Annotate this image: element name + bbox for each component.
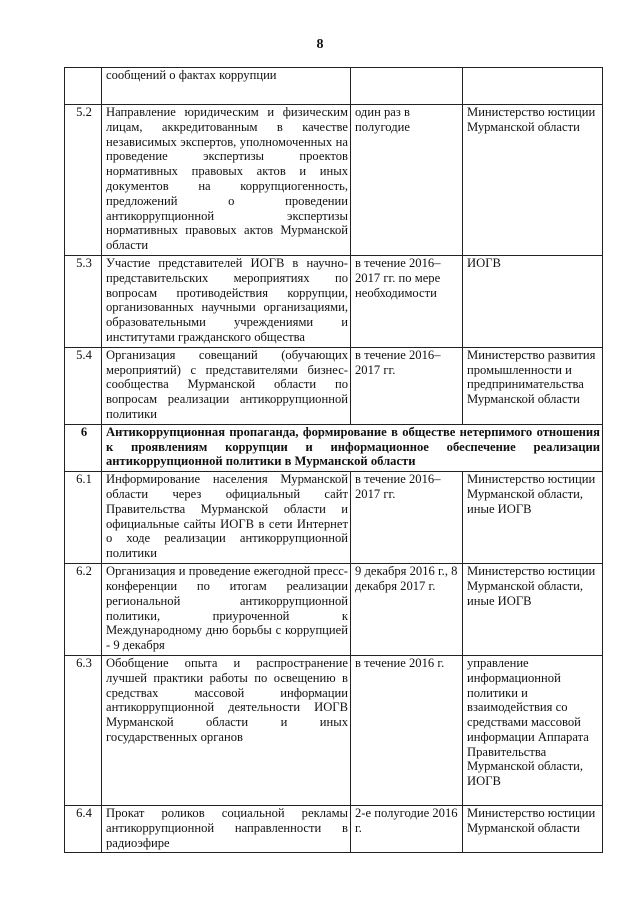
measure-term: 9 декабря 2016 г., 8 декабря 2017 г. xyxy=(351,564,463,656)
table-row xyxy=(65,347,603,424)
measure-description: Информирование населения Мурманской области через официальный сайт Правительства Мурманской области и официальные сайты ИОГВ в сети Интернет о ходе реализации антикоррупционной политики xyxy=(102,472,351,564)
section-title: Антикоррупционная пропаганда, формирование в обществе нетерпимого отношения к проявлениям коррупции и информационное обеспечение реализации антикоррупционной политики в Мурманской области xyxy=(102,424,603,471)
measure-executor: Министерство юстиции Мурманской области xyxy=(463,105,603,256)
table-row xyxy=(65,105,603,256)
measure-description: Прокат роликов социальной рекламы антикоррупционной направленности в радиоэфире xyxy=(102,805,351,852)
measure-term xyxy=(351,68,463,105)
table-row xyxy=(65,255,603,347)
measure-description: сообщений о фактах коррупции xyxy=(102,68,351,105)
measure-executor: управление информационной политики и взаимодействия со средствами массовой информации Аппарата Правительства Мурманской области, ИОГВ xyxy=(463,655,603,805)
table-row xyxy=(65,68,603,105)
table-row xyxy=(65,472,603,564)
measure-term: один раз в полугодие xyxy=(351,105,463,256)
measure-term: в течение 2016–2017 гг. xyxy=(351,347,463,424)
table-row xyxy=(65,805,603,852)
measure-term: 2-е полугодие 2016 г. xyxy=(351,805,463,852)
row-number xyxy=(65,68,102,105)
row-number: 6.1 xyxy=(65,472,102,564)
measure-term: в течение 2016–2017 гг. по мере необходимости xyxy=(351,255,463,347)
measures-table xyxy=(64,67,603,853)
row-number: 5.2 xyxy=(65,105,102,256)
measure-executor: ИОГВ xyxy=(463,255,603,347)
measure-executor: Министерство развития промышленности и предпринимательства Мурманской области xyxy=(463,347,603,424)
measure-executor: Министерство юстиции Мурманской области, иные ИОГВ xyxy=(463,472,603,564)
measure-term: в течение 2016 г. xyxy=(351,655,463,805)
row-number: 6.4 xyxy=(65,805,102,852)
table-row xyxy=(65,564,603,656)
section-number: 6 xyxy=(65,424,102,471)
table-row xyxy=(65,655,603,805)
measure-description: Организация и проведение ежегодной пресс-конференции по итогам реализации региональной антикоррупционной политики, приуроченной к Международному дню борьбы с коррупцией - 9 декабря xyxy=(102,564,351,656)
measure-term: в течение 2016–2017 гг. xyxy=(351,472,463,564)
page-number: 8 xyxy=(316,37,324,52)
row-number: 6.2 xyxy=(65,564,102,656)
section-row xyxy=(65,424,603,471)
measure-description: Направление юридическим и физическим лицам, аккредитованным в качестве независимых экспертов, уполномоченных на проведение экспертизы проектов нормативных правовых актов и иных документов на коррупциогенность, предложений о проведении антикоррупционной экспертизы нормативных правовых актов Мурманской области xyxy=(102,105,351,256)
measure-executor xyxy=(463,68,603,105)
row-number: 6.3 xyxy=(65,655,102,805)
row-number: 5.4 xyxy=(65,347,102,424)
measure-description: Обобщение опыта и распространение лучшей практики работы по освещению в средствах массовой информации антикоррупционной деятельности ИОГВ Мурманской области и иных государственных органов xyxy=(102,655,351,805)
measure-description: Организация совещаний (обучающих мероприятий) с представителями бизнес-сообщества Мурманской области по вопросам реализации антикоррупционной политики xyxy=(102,347,351,424)
measure-executor: Министерство юстиции Мурманской области, иные ИОГВ xyxy=(463,564,603,656)
row-number: 5.3 xyxy=(65,255,102,347)
measure-description: Участие представителей ИОГВ в научно-представительских мероприятиях по вопросам противодействия коррупции, организованных научными организациями, образовательными учреждениями и институтами гражданского общества xyxy=(102,255,351,347)
measure-executor: Министерство юстиции Мурманской области xyxy=(463,805,603,852)
